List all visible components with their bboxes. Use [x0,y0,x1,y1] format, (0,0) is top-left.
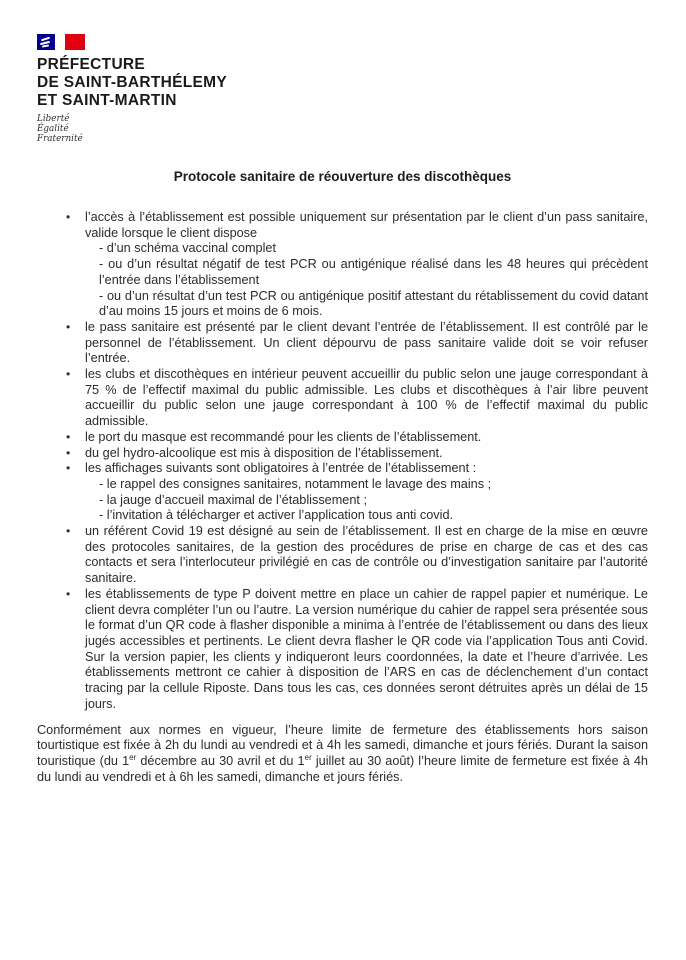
bullet-text: le pass sanitaire est présenté par le client devant l’entrée de l’établissement. Il est contrôlé par le personnel de l’établissement. Un client dépourvu de pass sanitaire valide doit se voir refuser l’entrée. [85,319,648,366]
bullet-marker: • [66,524,71,539]
flag-stripe-white [55,34,65,50]
bullet-text: les clubs et discothèques en intérieur peuvent accueillir du public selon une jauge correspondant à 75 % de l’effectif maximal du public admissible. Les clubs et discothèques à l’air libre peuvent accueillir du public selon une jauge correspondant à 100 % de l’effectif maximal du public admissible. [85,367,648,429]
bullet-item [37,430,648,446]
sub-item: - le rappel des consignes sanitaires, notamment le lavage des mains ; [99,476,492,491]
bullet-item [37,320,648,367]
bullet-body [85,210,648,320]
bullet-marker: • [66,319,71,334]
bullet-item [37,461,648,524]
motto-line: Fraternité [37,134,83,144]
flag-stripe-blue [37,34,55,50]
closing-text-segment: juillet au 30 août) l’heure limite de fermeture est fixée à 4h du lundi au vendredi et à 6h les samedi, dimanche et jours fériés. [37,753,648,784]
bullet-item [37,446,648,462]
prefecture-name-line: DE SAINT-BARTHÉLEMY [37,74,227,91]
republic-motto [37,114,648,144]
closing-text-segment: Conformément aux normes en vigueur, l’heure limite de fermeture des établissements hors saison tourtistique est fixée à 2h du lundi au vendredi et à 4h les samedi, dimanche et jours fériés. Durant la saison touristique (du 1 [37,722,648,768]
bullet-text: le port du masque est recommandé pour les clients de l’établissement. [85,429,482,444]
bullet-marker: • [66,461,71,476]
bullet-marker: • [66,445,71,460]
flag-stripe-red [65,34,85,50]
bullet-body [85,367,648,430]
bullet-item [37,587,648,713]
prefecture-header [37,34,648,144]
bullet-marker: • [66,429,71,444]
motto-line: Liberté [37,114,70,124]
closing-text-segment: décembre au 30 avril et du 1 [136,753,305,768]
ordinal-superscript: er [129,752,137,762]
sub-item: - ou d’un résultat d’un test PCR ou antigénique positif attestant du rétablissement du covid datant d’au moins 15 jours et moins de 6 mois. [99,288,648,319]
bullet-body [85,320,648,367]
prefecture-name [37,56,648,110]
french-flag-icon [37,34,86,50]
document-title: Protocole sanitaire de réouverture des discothèques [173,169,512,184]
bullet-item [37,210,648,320]
bullet-text: du gel hydro-alcoolique est mis à disposition de l’établissement. [85,445,443,460]
bullet-marker: • [66,210,71,224]
prefecture-name-line: PRÉFECTURE [37,56,146,73]
bullet-marker: • [66,586,71,601]
bullet-item [37,367,648,430]
bullet-text: les établissements de type P doivent mettre en place un cahier de rappel papier et numérique. Le client devra compléter l’un ou l’autre. La version numérique du cahier de rappel sera présentée sous le format d’un QR code à flasher disponible a minima à l’entrée de l’établissement ou dans des lieux jugés accessibles et pertinents. Le client devra flasher le QR code via l’application Tous anti Covid. Sur la version papier, les clients y indiqueront leurs coordonnées, la date et l’heure d’arrivée. Les établissements mettront ce cahier à disposition de l’ARS en cas de déclenchement d’un contact tracing par la cellule Riposte. Dans tous les cas, ces données seront détruites après un délai de 15 jours. [85,586,648,711]
bullet-marker: • [66,367,71,382]
sub-item: - l’invitation à télécharger et activer l’application tous anti covid. [99,508,454,523]
bullet-list [37,210,648,713]
closing-paragraph [37,723,648,786]
sub-item: - d’un schéma vaccinal complet [99,241,276,256]
bullet-body [85,524,648,587]
bullet-body [85,430,648,446]
bullet-text: l’accès à l’établissement est possible uniquement sur présentation par le client d’un pass sanitaire, valide lorsque le client dispose [85,210,648,240]
bullet-text: un référent Covid 19 est désigné au sein de l’établissement. Il est en charge de la mise en œuvre des protocoles sanitaires, de la gestion des procédures de prise en charge de cas et des cas contacts et sera l’interlocuteur privilégié en cas de contrôle ou d’investigation sanitaire par l’autorité sanitaire. [85,524,648,586]
bullet-body [85,461,648,524]
bullet-body [85,587,648,713]
bullet-item [37,524,648,587]
sub-item: - ou d’un résultat négatif de test PCR ou antigénique réalisé dans les 48 heures qui précèdent l’entrée dans l’établissement [99,257,648,287]
ordinal-superscript: er [304,752,312,762]
prefecture-name-line: ET SAINT-MARTIN [37,92,177,109]
bullet-text: les affichages suivants sont obligatoires à l’entrée de l’établissement : [85,461,477,476]
bullet-body [85,446,648,462]
sub-item: - la jauge d’accueil maximal de l’établissement ; [99,492,367,507]
motto-line: Égalité [37,124,69,134]
